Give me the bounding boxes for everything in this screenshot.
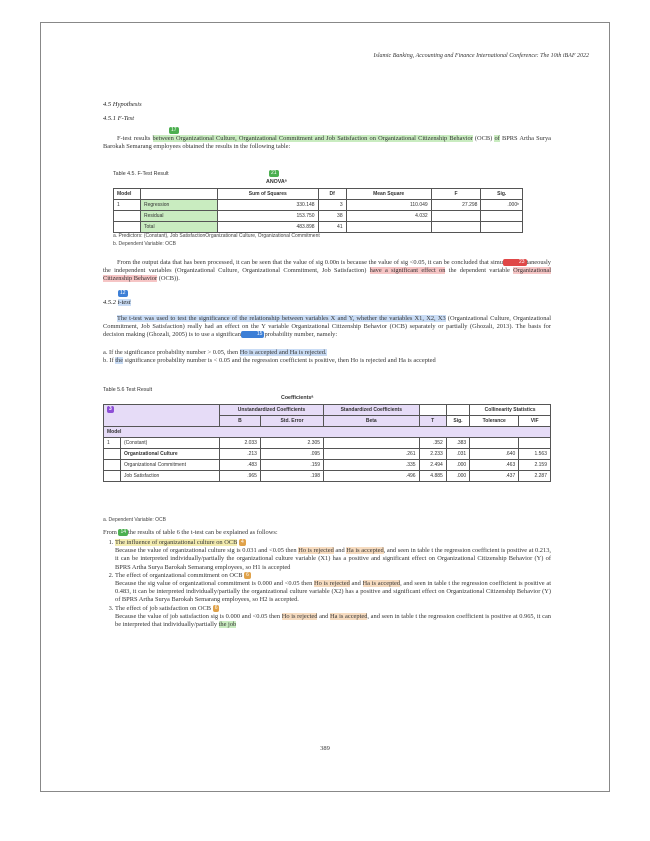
cell: .383 [446,438,469,449]
paper-page [40,22,610,792]
cell [104,449,121,460]
list-item [115,539,551,572]
cell: Regression [141,200,218,211]
text: , and seen in table t the regression coefficient is positive at 0.483, it can be interpreted individually/partially the organizational culture variable (X2) has a positive and significant effect on Organizational Citizenship Behavior (Y) of BPRS Artha Surya Barokah Semarang employees, so H2 is accepted. [115,580,551,604]
table-f-caption: Table 4.5. F-Test Result [113,171,169,177]
cell: 2.305 [260,438,323,449]
table-row [104,471,551,482]
cell: .335 [324,460,420,471]
cell: 330.148 [218,200,319,211]
cell: 2.494 [419,460,446,471]
annotation-badge[interactable]: 21 [271,170,277,176]
cell: Job Satisfaction [121,471,220,482]
header-cell: Std. Error [260,416,323,427]
item-title: The effect of job satisfaction on OCB [115,604,212,612]
text: If the significance probability number > 0.05, then [109,349,240,356]
cell: .198 [260,471,323,482]
ttest-results-list [103,539,551,629]
highlight-green[interactable]: between Organizational Culture, Organizational Commitment and Job Satisfaction on Organizational Citizenship Behavior [152,135,473,142]
text: a. [103,349,108,356]
ttest-explanation-intro [103,529,551,537]
rule-a [103,349,551,357]
cell: .261 [324,449,420,460]
cell: .000ᵇ [481,200,523,211]
group-header: Collinearity Statistics [470,405,551,416]
cell: .463 [470,460,519,471]
annotation-badge[interactable]: 3 [109,406,112,412]
cell [114,211,141,222]
ttest-paragraph [103,315,551,340]
table-row [104,449,551,460]
table-t-note: a. Dependent Variable: OCB [103,517,167,523]
highlight-red[interactable]: Organizational Citizenship Behavior [103,267,551,283]
text: b. [103,357,108,365]
text: , and seen in table t the regression coefficient is positive at 0.965, it can be interpreted that individually/partially [115,612,551,629]
text: and [349,580,363,588]
cell: .031 [446,449,469,460]
item-body [115,547,551,572]
highlight-blue[interactable]: The t-test was used to test the significance of the relationship between variables X and Y, whether the variables X1, X2, X3 [117,315,446,322]
annotation-badge[interactable]: 12 [120,290,126,296]
item-body [115,613,551,629]
header-cell: Beta [324,416,420,427]
header-cell [104,405,220,427]
table-row [104,438,551,449]
header-cell: Df [318,189,346,200]
cell: 2.233 [419,449,446,460]
header-cell: Tolerance [470,416,519,427]
highlight-red[interactable]: have a significant effect on [369,267,446,275]
text: and [317,612,330,620]
highlight-orange[interactable]: Ha is accepted [329,612,368,620]
annotation-badge[interactable]: 15 [241,331,265,338]
cell: 1 [104,438,121,449]
cell [431,222,481,233]
highlight-orange[interactable]: Ha is accepted [346,547,384,555]
header-cell: F [431,189,481,200]
cell: .640 [470,449,519,460]
cell: (Constant) [121,438,220,449]
cell: 4.885 [419,471,446,482]
section-hypothesis-heading: 4.5 Hypothesis [103,101,142,108]
ftest-result-paragraph [103,259,551,284]
cell: .496 [324,471,420,482]
text: BPRS Artha Surya Barokah Semarang employees obtained the results in the following table: [103,135,551,151]
text: (OCB)). [157,275,180,283]
annotation-badge[interactable]: 6 [246,571,249,578]
section-ftest-heading: 4.5.1 F-Test [103,115,134,122]
highlight-orange[interactable]: Ho is rejected [281,612,318,620]
text: (OCB) [472,135,495,142]
cell: 483.898 [218,222,319,233]
ftest-paragraph [103,135,551,151]
header-cell: Model [114,189,141,200]
table-t-title: Coefficientsᵃ [281,395,314,401]
text: the results of table 6 the t-test can be explained as follows: [128,529,278,536]
annotation-badge[interactable]: 23 [503,259,527,266]
cell [481,222,523,233]
header-cell: Sum of Squares [218,189,319,200]
annotation-badge[interactable]: 4 [240,539,244,546]
cell: 2.159 [519,460,551,471]
header-cell: Mean Square [346,189,431,200]
table-row [104,460,551,471]
page-number: 389 [320,745,330,752]
list-item [115,572,551,605]
cell [519,438,551,449]
header-cell: Sig. [446,416,469,427]
header-cell: B [220,416,261,427]
cell [431,211,481,222]
text: F-test results [117,135,153,142]
cell: 2.287 [519,471,551,482]
anova-table [113,188,523,233]
cell: Residual [141,211,218,222]
text: probability number, namely: [264,331,338,339]
decision-rules [103,349,551,365]
cell: 1.563 [519,449,551,460]
highlight-orange[interactable]: Ho is rejected [298,547,334,555]
header-cell [446,405,469,416]
item-body [115,580,551,605]
text: Because the value of organizational culture sig is 0.031 and <0.05 then [115,547,299,555]
cell: .159 [260,460,323,471]
cell: 2.033 [220,438,261,449]
cell [470,438,519,449]
group-header: Unstandardized Coefficients [220,405,324,416]
cell [481,211,523,222]
text: (Organizational Culture, Organizational Commitment, Job Satisfaction) really had an effect on the Y variable Organizational Citizenship Behavior (OCB) separately or partially (Ghozali, 2013). The basis for decision making (Ghozali, 2005) is to use a significan [103,315,551,339]
highlight-blue[interactable]: Ho is accepted and Ha is rejected. [239,349,327,356]
table-row [114,200,523,211]
table-row [114,211,523,222]
cell: .352 [419,438,446,449]
text: 4.5.2 [103,299,116,306]
cell: 41 [318,222,346,233]
text: the dependent variable [445,267,514,275]
list-item [115,605,551,630]
item-title: The effect of organizational commitment on OCB [115,571,243,579]
header-cell: VIF [519,416,551,427]
coefficients-table [103,404,551,482]
text: significance probability number is < 0.05 and the regression coefficient is positive, then Ho is rejected and Ha is accepted [123,357,436,365]
highlight-orange[interactable]: Ho is rejected [314,580,350,588]
cell: 4.032 [346,211,431,222]
text: From [103,529,119,536]
cell: 153.750 [218,211,319,222]
highlight-blue[interactable]: the [115,357,124,365]
cell: 1 [114,200,141,211]
cell: .965 [220,471,261,482]
text: , and seen in table t the regression coefficient is positive at 0.213, it can be interpreted individually/partially the organizational culture variable (X1) has a positive and significant effect on Organizational Citizenship Behavior (Y) of BPRS Artha Surya Barokah Semarang employees, so H1 is accepted [115,547,551,571]
cell [104,471,121,482]
cell: 3 [318,200,346,211]
cell: Organizational Culture [121,449,220,460]
cell: .213 [220,449,261,460]
text: If [109,357,116,365]
text: Because the value of job satisfaction sig is 0.000 and <0.05 then [115,612,282,620]
running-header: Islamic Banking, Accounting and Finance International Conference: The 10th iBAF 2022 [373,53,589,59]
cell [114,222,141,233]
text: and [333,547,347,555]
table-t-caption: Table 5.6 Test Result [103,387,153,393]
table-f-note-a: a. Predictors: (Constant), Job SatisfactionOrganizational Culture, Organizational Commitment [113,233,320,239]
annotation-badge[interactable]: 17 [171,127,177,133]
header-cell: T [419,416,446,427]
table-row [114,222,523,233]
cell [324,438,420,449]
cell: .437 [470,471,519,482]
group-header: Standardized Coefficients [324,405,420,416]
cell [104,460,121,471]
cell: 38 [318,211,346,222]
cell: 110.049 [346,200,431,211]
table-f-title: ANOVAᵃ [266,179,287,185]
cell: .483 [220,460,261,471]
item-title[interactable]: The influence of organizational culture on OCB [115,539,238,546]
text: taneously the independent variables (Organizational Culture, Organizational Commitment, Job Satisfaction) [103,259,551,275]
annotation-badge[interactable]: 14 [120,529,127,536]
text: From the output data that has been processed, it can be seen that the value of sig 0.00n is because the value of sig <0.05, it can be concluded that simu [117,259,503,266]
text: Because the sig value of organizational commitment is 0.000 and <0.05 then [115,580,315,588]
cell: Total [141,222,218,233]
cell [346,222,431,233]
header-cell [419,405,446,416]
annotation-badge[interactable]: 6 [214,604,218,611]
header-cell [141,189,218,200]
cell: .000 [446,460,469,471]
highlight-green[interactable]: of [494,135,500,142]
cell: 27.298 [431,200,481,211]
cell: .000 [446,471,469,482]
table-f-note-b: b. Dependent Variable: OCB [113,241,177,247]
highlight-orange[interactable]: Ha is accepted [362,580,401,588]
highlight-green[interactable]: the job [218,621,237,629]
rule-b [103,357,551,365]
highlight-blue[interactable]: t-test [117,299,131,306]
header-cell: Model [104,427,551,438]
cell: .095 [260,449,323,460]
cell: Organizational Commitment [121,460,220,471]
section-ttest-heading [103,299,131,306]
header-cell: Sig. [481,189,523,200]
